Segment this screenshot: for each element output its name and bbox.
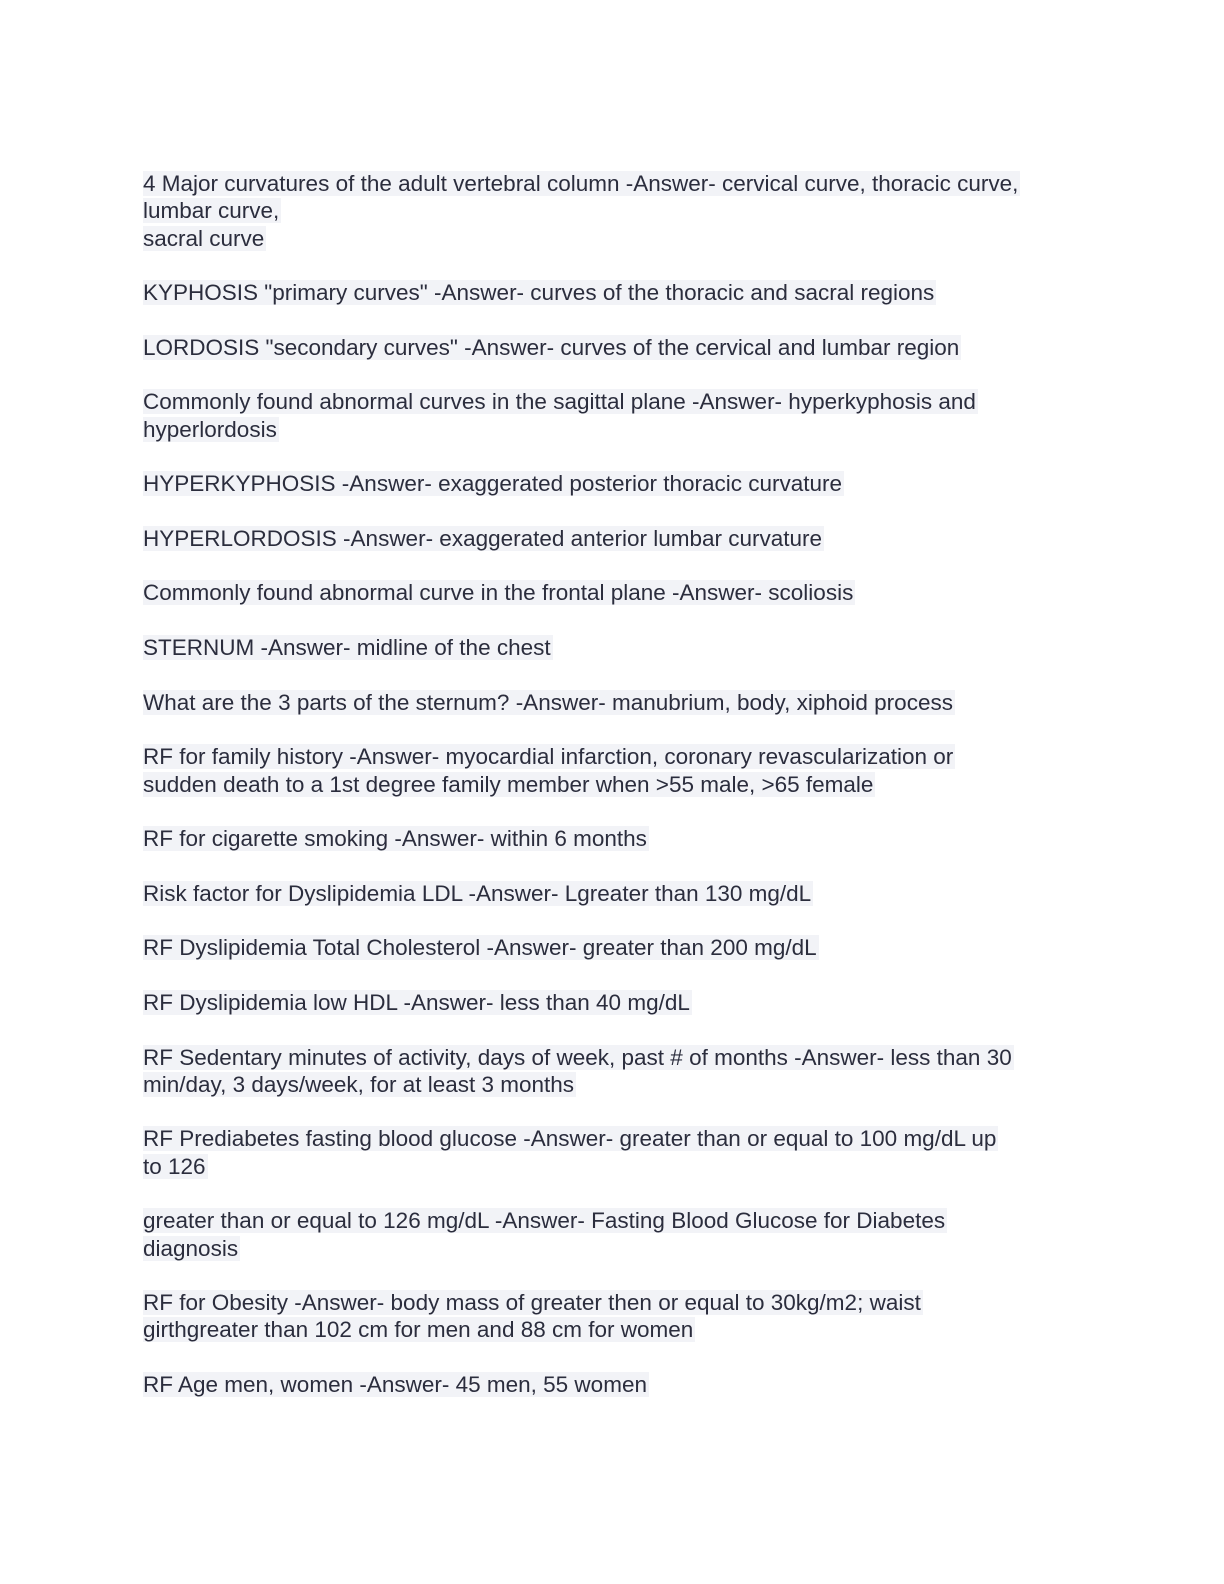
entry-line: RF Dyslipidemia Total Cholesterol -Answer- greater than 200 mg/dL <box>143 935 817 961</box>
entry-line: RF Sedentary minutes of activity, days of week, past # of months -Answer- less than 30 <box>143 1044 1012 1070</box>
entry-line: 4 Major curvatures of the adult vertebral column -Answer- cervical curve, thoracic curve, <box>143 171 1019 196</box>
flashcard-entry <box>143 743 1078 798</box>
entry-line: hyperlordosis <box>143 416 277 442</box>
entry-line: to 126 <box>143 1153 206 1179</box>
entry-line: sacral curve <box>143 225 265 251</box>
flashcard-entry <box>143 279 1078 306</box>
entry-line: What are the 3 parts of the sternum? -Answer- manubrium, body, xiphoid process <box>143 689 953 715</box>
flashcard-entry <box>143 470 1078 497</box>
entry-line: LORDOSIS "secondary curves" -Answer- curves of the cervical and lumbar region <box>143 334 960 360</box>
entry-line: RF for family history -Answer- myocardial infarction, coronary revascularization or <box>143 744 954 770</box>
entry-line: HYPERKYPHOSIS -Answer- exaggerated posterior thoracic curvature <box>143 471 843 497</box>
flashcard-entry <box>143 525 1078 552</box>
entry-line: diagnosis <box>143 1235 239 1261</box>
flashcard-entry <box>143 634 1078 661</box>
flashcard-entry <box>143 579 1078 606</box>
flashcard-entry <box>143 1289 1078 1344</box>
flashcard-entry <box>143 1371 1078 1398</box>
entry-line: Commonly found abnormal curves in the sagittal plane -Answer- hyperkyphosis and <box>143 389 976 415</box>
entry-line: RF for Obesity -Answer- body mass of greater then or equal to 30kg/m2; waist <box>143 1290 921 1316</box>
entry-line: STERNUM -Answer- midline of the chest <box>143 635 551 661</box>
flashcard-entry <box>143 334 1078 361</box>
flashcard-list <box>143 170 1078 1426</box>
entry-line: girthgreater than 102 cm for men and 88 cm for women <box>143 1317 694 1343</box>
flashcard-entry <box>143 880 1078 907</box>
flashcard-entry <box>143 1044 1078 1099</box>
flashcard-entry <box>143 989 1078 1016</box>
entry-line: greater than or equal to 126 mg/dL -Answer- Fasting Blood Glucose for Diabetes <box>143 1208 946 1234</box>
entry-line: sudden death to a 1st degree family member when >55 male, >65 female <box>143 771 874 797</box>
entry-line: KYPHOSIS "primary curves" -Answer- curves of the thoracic and sacral regions <box>143 280 935 306</box>
entry-line: RF Prediabetes fasting blood glucose -Answer- greater than or equal to 100 mg/dL up <box>143 1126 997 1152</box>
flashcard-entry <box>143 689 1078 716</box>
entry-line: HYPERLORDOSIS -Answer- exaggerated anterior lumbar curvature <box>143 525 823 551</box>
entry-line: lumbar curve, <box>143 198 280 224</box>
flashcard-entry <box>143 825 1078 852</box>
flashcard-entry <box>143 170 1078 252</box>
flashcard-entry <box>143 934 1078 961</box>
flashcard-entry <box>143 1207 1078 1262</box>
entry-line: RF for cigarette smoking -Answer- within 6 months <box>143 826 647 852</box>
flashcard-entry <box>143 388 1078 443</box>
entry-line: RF Dyslipidemia low HDL -Answer- less than 40 mg/dL <box>143 989 690 1015</box>
entry-line: min/day, 3 days/week, for at least 3 months <box>143 1071 575 1097</box>
flashcard-entry <box>143 1125 1078 1180</box>
entry-line: Commonly found abnormal curve in the frontal plane -Answer- scoliosis <box>143 580 854 606</box>
entry-line: RF Age men, women -Answer- 45 men, 55 women <box>143 1372 647 1398</box>
entry-line: Risk factor for Dyslipidemia LDL -Answer- Lgreater than 130 mg/dL <box>143 880 812 906</box>
